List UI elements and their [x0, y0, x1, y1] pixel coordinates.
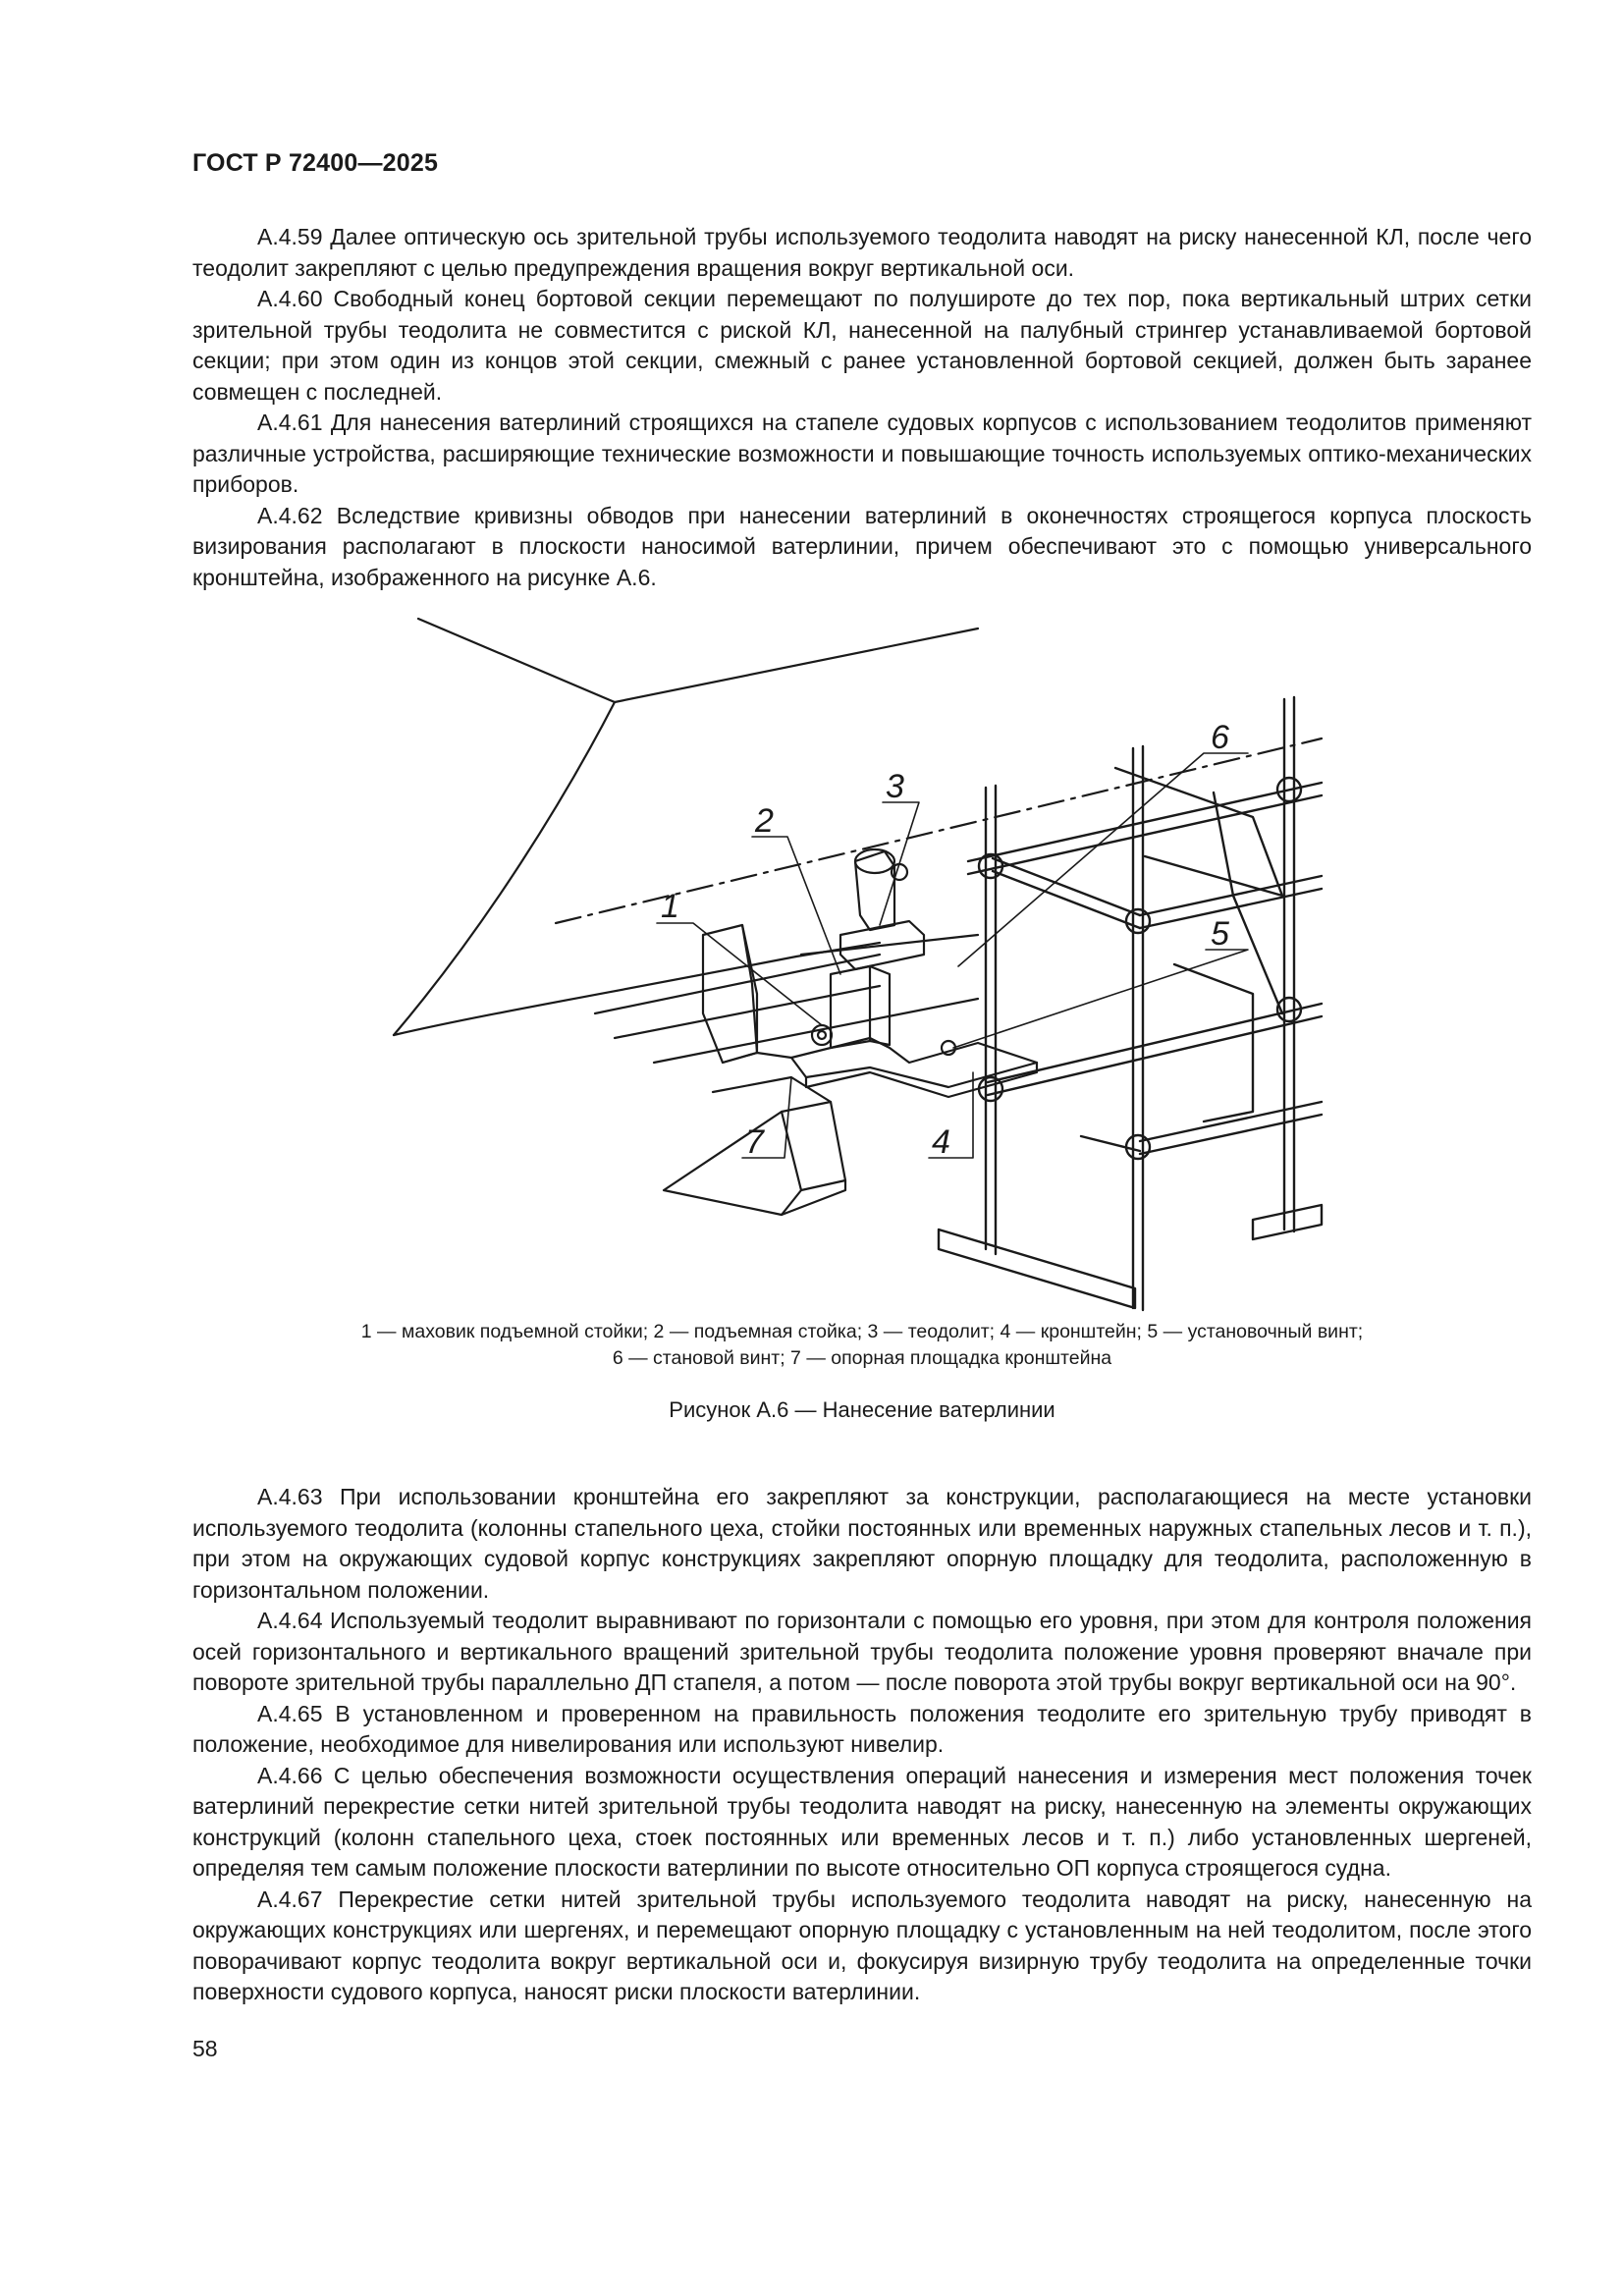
paragraph-a467: А.4.67 Перекрестие сетки нитей зрительной трубы используемого теодолита наводят на риску, нанесенную на окружающих конструкциях или шергенях, и перемещают опорную площадку с установленным на ней теодолитом, после этого поворачивают корпус теодолита вокруг вертикальной оси и, фокусируя визирную трубу теодолита на определенные точки поверхности судового корпуса, наносят риски плоскости ватерлинии. [192, 1886, 1532, 2004]
callout-5: 5 [1211, 915, 1229, 953]
callout-1: 1 [661, 888, 679, 925]
bracket [791, 1038, 1037, 1097]
paragraph-a466: А.4.66 С целью обеспечения возможности осуществления операций нанесения и измерения мест положения точек ватерлиний перекрестие сетки нитей зрительной трубы теодолита наводят на риску, нанесенную на элементы окружающих конструкций (колонн стапельного цеха, стоек постоянных или временных лесов и т. п.) либо установленных шергеней, определяя тем самым положение плоскости ватерлинии по высоте относительно ОП корпуса строящегося судна. [192, 1762, 1532, 1881]
legend-line-2: 6 — становой винт; 7 — опорная площадка кронштейна [612, 1347, 1112, 1369]
page-number: 58 [192, 2036, 218, 2061]
paragraph-a464: А.4.64 Используемый теодолит выравнивают по горизонтали с помощью его уровня, при этом для контроля положения осей горизонтального и вертикального вращений зрительной трубы теодолита положение уровня проверяют вначале при повороте зрительной трубы параллельно ДП стапеля, а потом — после поворота этой трубы вокруг вертикальной оси на 90°. [192, 1608, 1532, 1695]
theodolite-drawing [840, 849, 924, 969]
figure-legend [192, 1319, 1532, 1372]
callout-6: 6 [1211, 719, 1229, 756]
callout-3: 3 [886, 768, 904, 805]
scaffolding [939, 697, 1322, 1310]
callout-7: 7 [745, 1123, 764, 1161]
figure-a6 [192, 601, 1532, 1318]
lifting-column [812, 966, 890, 1048]
legend-line-1: 1 — маховик подъемной стойки; 2 — подъемная стойка; 3 — теодолит; 4 — кронштейн; 5 — установочный винт; [360, 1321, 1364, 1342]
document-header: ГОСТ Р 72400—2025 [192, 149, 439, 177]
leader-lines [657, 753, 1248, 1158]
paragraph-a463: А.4.63 При использовании кронштейна его закрепляют за конструкции, располагающиеся на месте установки используемого теодолита (колонны стапельного цеха, стойки постоянных или временных наружных стапельных лесов и т. п.), при этом на окружающих судовой корпус конструкциях закрепляют опорную площадку для теодолита, расположенную в горизонтальном положении. [192, 1484, 1532, 1603]
top-paragraphs [192, 222, 1532, 593]
figure-caption: Рисунок А.6 — Нанесение ватерлинии [669, 1397, 1055, 1422]
paragraph-a462: А.4.62 Вследствие кривизны обводов при нанесении ватерлиний в оконечностях строящегося корпуса плоскость визирования располагают в плоскости наносимой ватерлинии, причем обеспечивают это с помощью универсального кронштейна, изображенного на рисунке А.6. [192, 502, 1532, 590]
callout-4: 4 [932, 1123, 950, 1161]
bottom-paragraphs [192, 1482, 1532, 2008]
hull-outline [394, 619, 978, 1035]
paragraph-a460: А.4.60 Свободный конец бортовой секции перемещают по полушироте до тех пор, пока вертикальный штрих сетки зрительной трубы теодолита не совместится с риской КЛ, нанесенной на палубный стрингер устанавливаемой бортовой секции; при этом один из концов этой секции, смежный с ранее установленной бортовой секцией, должен быть заранее совмещен с последней. [192, 286, 1532, 405]
paragraph-a459: А.4.59 Далее оптическую ось зрительной трубы используемого теодолита наводят на риску нанесенной КЛ, после чего теодолит закрепляют с целью предупреждения вращения вокруг вертикальной оси. [192, 224, 1532, 281]
waterline-drawing [192, 601, 1532, 1318]
support-block [703, 925, 791, 1063]
callout-2: 2 [755, 802, 774, 840]
paragraph-a461: А.4.61 Для нанесения ватерлиний строящихся на стапеле судовых корпусов с использованием теодолитов применяют различные устройства, расширяющие технические возможности и повышающие точность используемых оптико-механических приборов. [192, 410, 1532, 497]
paragraph-a465: А.4.65 В установленном и проверенном на правильность положения теодолите его зрительную трубу приводят в положение, необходимое для нивелирования или используют нивелир. [192, 1700, 1532, 1757]
keel-structure [595, 935, 978, 1063]
